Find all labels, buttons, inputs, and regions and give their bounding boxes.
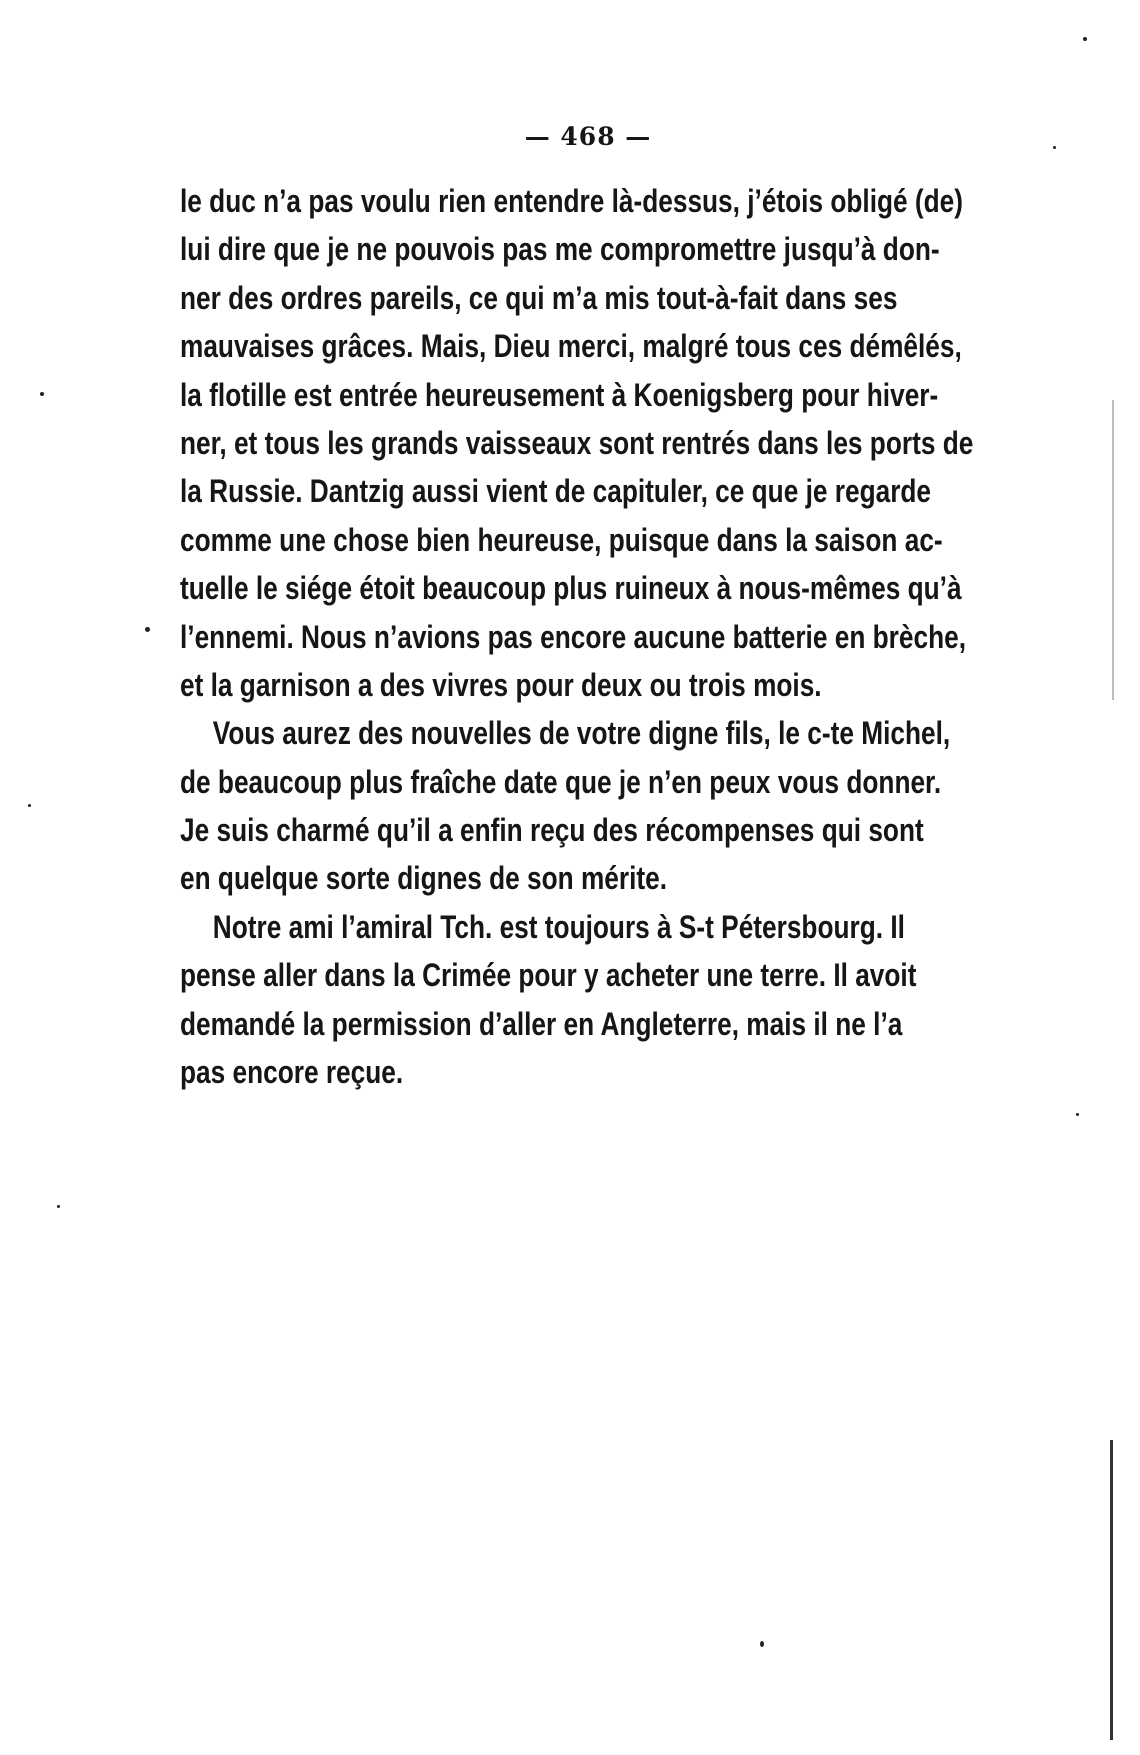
text-line: le duc n’a pas voulu rien entendre là-dessus, j’étois obligé (de) [180,183,963,219]
scan-margin-line [1110,1440,1113,1740]
text-line: l’ennemi. Nous n’avions pas encore aucune batterie en brèche, [180,618,966,655]
text-line: tuelle le siége étoit beaucoup plus ruineux à nous-mêmes qu’à [180,570,962,607]
scan-speck [1083,37,1087,41]
text-line: Vous aurez des nouvelles de votre digne fils, le c-te Michel, [212,715,951,752]
text-line: en quelque sorte dignes de son mérite. [180,860,668,897]
text-line: lui dire que je ne pouvois pas me compromettre jusqu’à don- [180,231,940,268]
scan-speck [28,804,31,807]
page-number: — 468 — [524,122,652,151]
scan-speck [1053,146,1056,149]
scan-speck [57,1205,60,1208]
text-line: de beaucoup plus fraîche date que je n’en peux vous donner. [180,763,942,800]
text-line: ner, et tous les grands vaisseaux sont rentrés dans les ports de [180,424,974,461]
text-line: comme une chose bien heureuse, puisque dans la saison ac- [180,521,943,558]
scan-speck [40,392,44,396]
text-line: la flotille est entrée heureusement à Koenigsberg pour hiver- [180,376,939,413]
text-line: pense aller dans la Crimée pour y acheter une terre. Il avoit [180,957,917,994]
text-body [180,177,974,1096]
text-line: et la garnison a des vivres pour deux ou trois mois. [180,666,822,703]
text-line: Notre ami l’amiral Tch. est toujours à S-t Pétersbourg. Il [212,908,905,945]
text-line: Je suis charmé qu’il a enfin reçu des récompenses qui sont [180,812,924,849]
scan-margin-line [1112,400,1114,700]
text-line: pas encore reçue. [180,1054,404,1091]
text-line: mauvaises grâces. Mais, Dieu merci, malgré tous ces démêlés, [180,328,962,365]
scan-speck [760,1641,764,1647]
scan-speck [145,627,150,632]
text-line: la Russie. Dantzig aussi vient de capituler, ce que je regarde [180,473,932,510]
text-line: demandé la permission d’aller en Angleterre, mais il ne l’a [180,1005,903,1042]
text-line: ner des ordres pareils, ce qui m’a mis tout-à-fait dans ses [180,279,898,316]
scan-speck [1076,1113,1079,1116]
